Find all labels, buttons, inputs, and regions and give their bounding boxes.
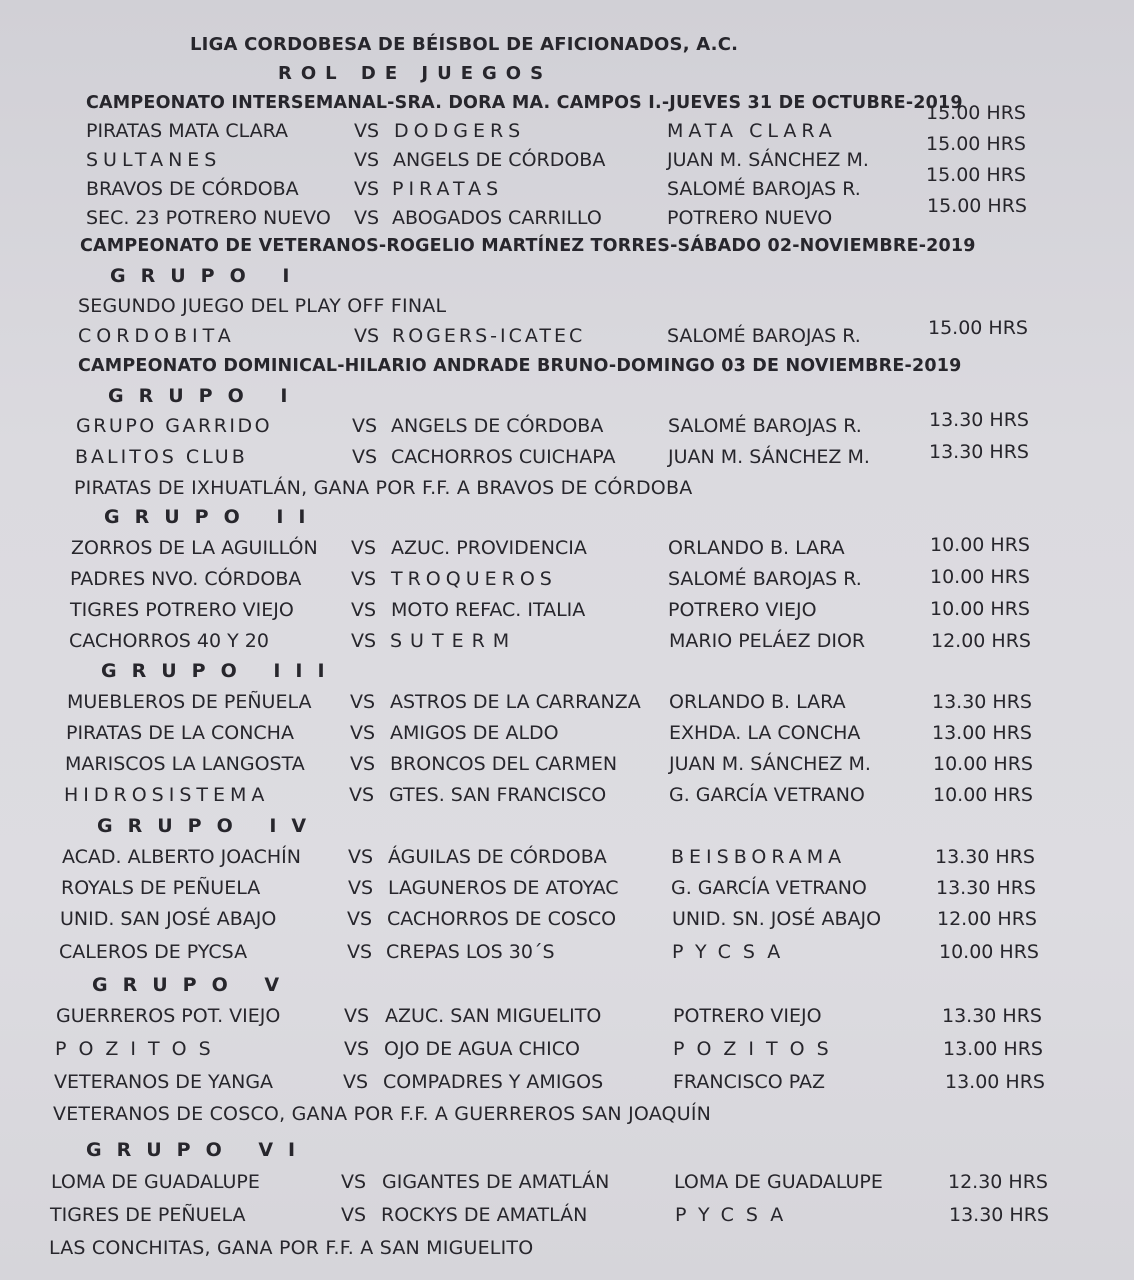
home-team: PIRATAS DE LA CONCHA [66,722,294,744]
group-heading: GRUPO I [110,265,305,287]
rol-title: ROL DE JUEGOS [278,63,553,84]
home-team: TIGRES DE PEÑUELA [50,1204,246,1226]
game-time: 15.00 HRS [926,102,1026,124]
vs-label: VS [341,1204,367,1226]
vs-label: VS [349,784,375,806]
vs-label: VS [341,1171,367,1193]
championship-title-intersemanal: CAMPEONATO INTERSEMANAL-SRA. DORA MA. CAMPOS I.-JUEVES 31 DE OCTUBRE-2019 [86,93,963,113]
game-time: 15.00 HRS [928,317,1028,339]
home-team: CALEROS DE PYCSA [59,941,248,963]
vs-label: VS [352,446,378,468]
home-team: POZITOS [55,1038,223,1060]
game-time: 12.00 HRS [931,630,1031,652]
home-team: ZORROS DE LA AGUILLÓN [71,537,318,559]
vs-label: VS [351,599,377,621]
game-row [0,1070,1045,1098]
vs-label: VS [352,415,378,437]
home-team: MARISCOS LA LANGOSTA [65,753,305,775]
away-team: ASTROS DE LA CARRANZA [390,691,641,713]
game-row [0,164,1026,205]
game-time: 13.30 HRS [936,877,1036,899]
venue: MARIO PELÁEZ DIOR [669,630,866,652]
away-team: LAGUNEROS DE ATOYAC [388,877,619,899]
game-row [0,876,1036,904]
away-team: AZUC. PROVIDENCIA [391,537,587,559]
game-row [0,783,1033,811]
game-time: 10.00 HRS [933,784,1033,806]
venue: PYCSA [675,1204,796,1226]
away-team: DODGERS [394,120,526,142]
game-row [0,752,1033,780]
vs-label: VS [348,846,374,868]
game-time: 15.00 HRS [926,164,1026,186]
away-team: AZUC. SAN MIGUELITO [385,1005,602,1027]
venue: PYCSA [672,941,793,963]
note-text: SEGUNDO JUEGO DEL PLAY OFF FINAL [78,295,447,317]
home-team: HIDROSISTEMA [64,784,270,806]
game-time: 13.00 HRS [945,1071,1045,1093]
game-time: 10.00 HRS [939,941,1039,963]
home-team: SEC. 23 POTRERO NUEVO [86,207,331,229]
home-team: GUERREROS POT. VIEJO [56,1005,281,1027]
game-row [0,845,1035,873]
group-heading: GRUPO III [101,660,340,682]
away-team: ROGERS-ICATEC [392,325,586,347]
home-team: PIRATAS MATA CLARA [86,120,289,142]
group-heading: GRUPO VI [86,1139,311,1161]
game-row [0,1203,1049,1231]
vs-label: VS [343,1071,369,1093]
away-team: AMIGOS DE ALDO [390,722,559,744]
game-time: 15.00 HRS [927,195,1027,217]
vs-label: VS [348,877,374,899]
group-heading: GRUPO IV [97,815,322,837]
home-team: PADRES NVO. CÓRDOBA [70,568,302,590]
home-team: VETERANOS DE YANGA [54,1071,274,1093]
vs-label: VS [347,941,373,963]
home-team: LOMA DE GUADALUPE [51,1171,260,1193]
home-team: MUEBLEROS DE PEÑUELA [67,691,312,713]
venue: SALOMÉ BAROJAS R. [668,568,862,590]
venue: POTRERO VIEJO [673,1005,822,1027]
game-time: 12.00 HRS [937,908,1037,930]
venue: SALOMÉ BAROJAS R. [667,178,861,200]
venue: JUAN M. SÁNCHEZ M. [667,149,869,171]
game-row [0,1170,1048,1198]
venue: MATA CLARA [667,120,837,142]
group-heading: GRUPO I [108,385,303,407]
venue: ORLANDO B. LARA [669,691,846,713]
group-heading: GRUPO V [92,974,295,996]
vs-label: VS [344,1038,370,1060]
vs-label: VS [354,120,380,142]
game-row [0,441,1029,473]
home-team: BALITOS CLUB [75,446,248,468]
venue: G. GARCÍA VETRANO [669,784,865,806]
game-time: 13.30 HRS [949,1204,1049,1226]
venue: UNID. SN. JOSÉ ABAJO [672,908,882,930]
home-team: CORDOBITA [78,325,236,347]
vs-label: VS [351,630,377,652]
away-team: ÁGUILAS DE CÓRDOBA [388,846,607,868]
championship-title-veteranos: CAMPEONATO DE VETERANOS-ROGELIO MARTÍNEZ TORRES-SÁBADO 02-NOVIEMBRE-2019 [80,236,976,256]
away-team: GTES. SAN FRANCISCO [389,784,607,806]
game-time: 10.00 HRS [930,534,1030,556]
forfeit-note: VETERANOS DE COSCO, GANA POR F.F. A GUERREROS SAN JOAQUÍN [53,1103,712,1125]
game-row [0,1037,1043,1065]
away-team: CREPAS LOS 30´S [386,941,555,963]
game-row [0,690,1032,718]
vs-label: VS [344,1005,370,1027]
away-team: ROCKYS DE AMATLÁN [381,1204,588,1226]
home-team: TIGRES POTRERO VIEJO [70,599,294,621]
game-time: 13.30 HRS [929,409,1029,431]
vs-label: VS [354,149,380,171]
game-row [0,1004,1042,1032]
home-team: SULTANES [86,149,222,171]
venue: POTRERO VIEJO [668,599,817,621]
away-team: ANGELS DE CÓRDOBA [393,149,606,171]
away-team: CACHORROS CUICHAPA [391,446,616,468]
vs-label: VS [354,207,380,229]
venue: POTRERO NUEVO [667,207,833,229]
venue: BEISBORAMA [671,846,847,868]
home-team: BRAVOS DE CÓRDOBA [86,178,299,200]
game-time: 15.00 HRS [926,133,1026,155]
vs-label: VS [350,722,376,744]
vs-label: VS [347,908,373,930]
home-team: ROYALS DE PEÑUELA [61,877,261,899]
vs-label: VS [351,568,377,590]
venue: EXHDA. LA CONCHA [669,722,861,744]
venue: JUAN M. SÁNCHEZ M. [669,753,871,775]
vs-label: VS [354,178,380,200]
group-heading: GRUPO II [104,506,321,528]
venue: FRANCISCO PAZ [673,1071,826,1093]
game-row [0,598,1030,626]
game-time: 10.00 HRS [930,566,1030,588]
vs-label: VS [350,691,376,713]
home-team: UNID. SAN JOSÉ ABAJO [60,908,277,930]
game-time: 10.00 HRS [930,598,1030,620]
vs-label: VS [351,537,377,559]
championship-title-dominical: CAMPEONATO DOMINICAL-HILARIO ANDRADE BRUNO-DOMINGO 03 DE NOVIEMBRE-2019 [78,356,962,376]
forfeit-note: LAS CONCHITAS, GANA POR F.F. A SAN MIGUELITO [49,1237,534,1259]
venue: JUAN M. SÁNCHEZ M. [668,446,870,468]
game-row [0,409,1029,442]
venue: SALOMÉ BAROJAS R. [667,325,861,347]
game-row [0,534,1030,564]
game-time: 13.00 HRS [932,722,1032,744]
home-team: GRUPO GARRIDO [76,415,273,437]
game-time: 13.30 HRS [929,441,1029,463]
away-team: ABOGADOS CARRILLO [392,207,602,229]
home-team: ACAD. ALBERTO JOACHÍN [62,846,301,868]
game-row [0,133,1026,176]
game-row [0,629,1031,657]
game-row [0,940,1039,968]
game-row [0,721,1032,749]
away-team: CACHORROS DE COSCO [387,908,617,930]
game-time: 13.30 HRS [942,1005,1042,1027]
game-time: 13.30 HRS [935,846,1035,868]
venue: POZITOS [673,1038,841,1060]
home-team: CACHORROS 40 Y 20 [69,630,269,652]
forfeit-note: PIRATAS DE IXHUATLÁN, GANA POR F.F. A BRAVOS DE CÓRDOBA [74,477,693,499]
away-team: TROQUEROS [391,568,557,590]
game-time: 13.30 HRS [932,691,1032,713]
venue: LOMA DE GUADALUPE [674,1171,883,1193]
game-time: 12.30 HRS [948,1171,1048,1193]
venue: SALOMÉ BAROJAS R. [668,415,862,437]
away-team: MOTO REFAC. ITALIA [391,599,586,621]
away-team: COMPADRES Y AMIGOS [383,1071,604,1093]
away-team: GIGANTES DE AMATLÁN [382,1171,610,1193]
venue: ORLANDO B. LARA [668,537,845,559]
venue: G. GARCÍA VETRANO [671,877,867,899]
game-row [0,907,1037,935]
away-team: OJO DE AGUA CHICO [384,1038,580,1060]
league-title: LIGA CORDOBESA DE BÉISBOL DE AFICIONADOS, A.C. [190,34,739,55]
away-team: BRONCOS DEL CARMEN [390,753,618,775]
away-team: ANGELS DE CÓRDOBA [391,415,604,437]
away-team: SUTERM [390,630,518,652]
game-time: 13.00 HRS [943,1038,1043,1060]
vs-label: VS [350,753,376,775]
away-team: PIRATAS [392,178,504,200]
vs-label: VS [354,325,380,347]
game-row [0,317,1028,352]
game-time: 10.00 HRS [933,753,1033,775]
game-row [0,195,1027,234]
game-row [0,566,1030,595]
